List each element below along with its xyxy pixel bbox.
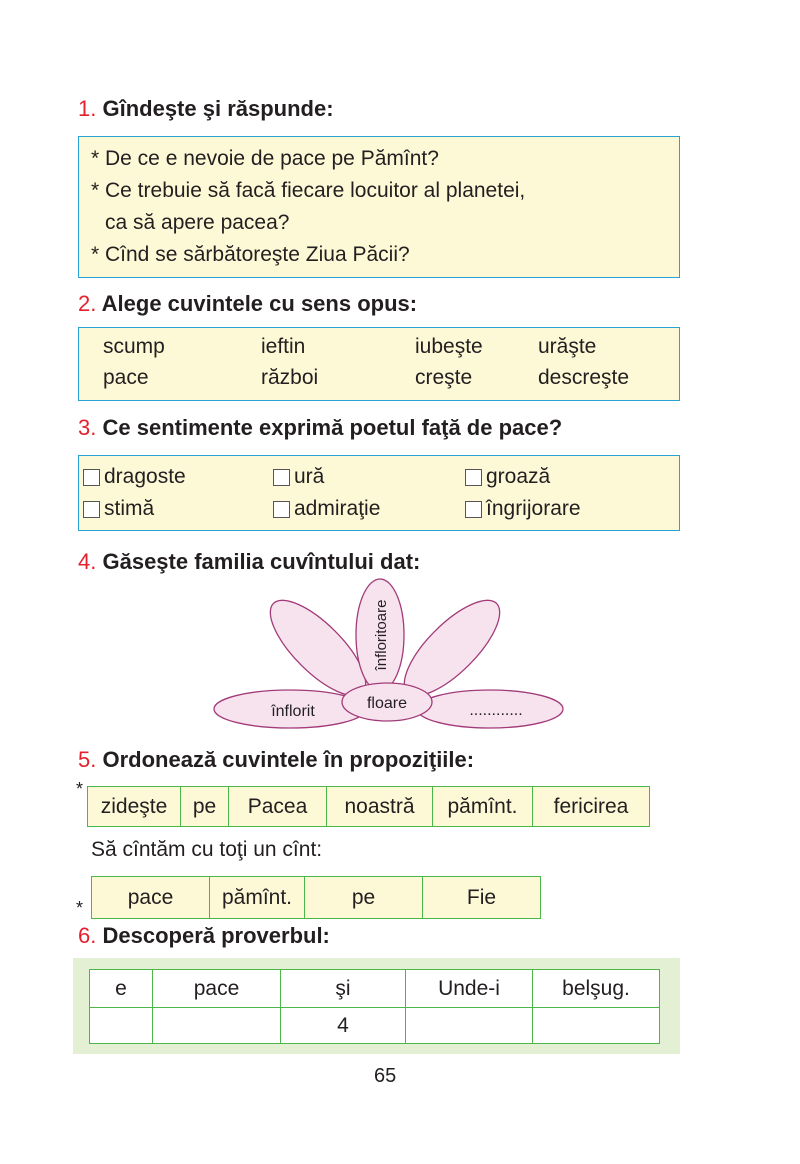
word-tile[interactable]: Pacea bbox=[229, 787, 327, 827]
ex5-number: 5. bbox=[78, 747, 97, 772]
ex5-words-row-2 bbox=[91, 876, 541, 919]
order-cell[interactable] bbox=[533, 1008, 660, 1044]
ex5-line: Să cîntăm cu toţi un cînt: bbox=[91, 838, 323, 861]
ex1-title: Gîndeşte şi răspunde: bbox=[102, 96, 334, 121]
checkbox[interactable] bbox=[83, 501, 100, 518]
ex5-heading bbox=[78, 747, 474, 773]
word-tile[interactable]: pămînt. bbox=[433, 787, 533, 827]
word-tile[interactable]: noastră bbox=[327, 787, 433, 827]
ex6-number: 6. bbox=[78, 923, 97, 948]
ex4-title: Găseşte familia cuvîntului dat: bbox=[102, 549, 421, 574]
ex6-heading bbox=[78, 923, 330, 949]
order-cell[interactable] bbox=[153, 1008, 281, 1044]
ex2-word: creşte bbox=[415, 366, 473, 389]
word-tile[interactable]: pe bbox=[305, 877, 423, 919]
ex3-options-box bbox=[78, 455, 680, 531]
option-label: îngrijorare bbox=[486, 497, 581, 520]
ex5-words-row-1 bbox=[87, 786, 650, 827]
proverb-word: Unde-i bbox=[406, 970, 533, 1008]
ex4-number: 4. bbox=[78, 549, 97, 574]
ex6-title: Descoperă proverbul: bbox=[102, 923, 330, 948]
option-label: admiraţie bbox=[294, 497, 381, 520]
ex2-word: ieftin bbox=[261, 335, 306, 358]
ex3-option[interactable] bbox=[83, 497, 154, 521]
ex1-questions-box bbox=[78, 136, 680, 278]
ex2-word: pace bbox=[103, 366, 149, 389]
ex2-word: urăşte bbox=[538, 335, 597, 358]
word-tile[interactable]: pămînt. bbox=[210, 877, 305, 919]
ex5-title: Ordonează cuvintele în propoziţiile: bbox=[102, 747, 475, 772]
order-cell[interactable]: 4 bbox=[281, 1008, 406, 1044]
word-tile[interactable]: fericirea bbox=[533, 787, 650, 827]
ex5-star-2: * bbox=[76, 898, 84, 918]
proverb-table bbox=[89, 969, 660, 1044]
proverb-word: belşug. bbox=[533, 970, 660, 1008]
checkbox[interactable] bbox=[83, 469, 100, 486]
ex3-option[interactable] bbox=[465, 497, 581, 521]
ex3-option[interactable] bbox=[465, 465, 550, 489]
ex3-option[interactable] bbox=[83, 465, 186, 489]
ex1-question-3: * Cînd se sărbătoreşte Ziua Păcii? bbox=[91, 243, 410, 266]
ex2-title: Alege cuvintele cu sens opus: bbox=[101, 291, 418, 316]
ex2-word: descreşte bbox=[538, 366, 630, 389]
proverb-word: pace bbox=[153, 970, 281, 1008]
proverb-word: e bbox=[90, 970, 153, 1008]
checkbox[interactable] bbox=[273, 501, 290, 518]
ex1-question-2: * Ce trebuie să facă fiecare locuitor al planetei, bbox=[91, 179, 526, 202]
ex3-option[interactable] bbox=[273, 465, 324, 489]
word-family-flower bbox=[200, 575, 580, 735]
word-tile[interactable]: zideşte bbox=[88, 787, 181, 827]
ex1-number: 1. bbox=[78, 96, 97, 121]
petal-top-word: înfloritoare bbox=[373, 599, 390, 671]
ex2-word: scump bbox=[103, 335, 165, 358]
petal-left-word: înflorit bbox=[271, 703, 315, 720]
checkbox[interactable] bbox=[465, 501, 482, 518]
word-tile[interactable]: pe bbox=[181, 787, 229, 827]
option-label: groază bbox=[486, 465, 551, 488]
checkbox[interactable] bbox=[273, 469, 290, 486]
ex3-number: 3. bbox=[78, 415, 97, 440]
ex2-words-box bbox=[78, 327, 680, 401]
ex2-word: iubeşte bbox=[415, 335, 483, 358]
ex3-heading bbox=[78, 415, 562, 441]
word-tile[interactable]: Fie bbox=[423, 877, 541, 919]
ex4-heading bbox=[78, 549, 420, 575]
checkbox[interactable] bbox=[465, 469, 482, 486]
ex2-heading bbox=[78, 291, 417, 317]
proverb-word: şi bbox=[281, 970, 406, 1008]
order-cell[interactable] bbox=[406, 1008, 533, 1044]
order-cell[interactable] bbox=[90, 1008, 153, 1044]
ex5-star-1: * bbox=[76, 779, 84, 799]
ex3-option[interactable] bbox=[273, 497, 380, 521]
ex2-word: război bbox=[261, 366, 319, 389]
option-label: stimă bbox=[104, 497, 155, 520]
flower-center-word: floare bbox=[366, 695, 408, 712]
petal-right-word: ............ bbox=[469, 702, 523, 719]
option-label: dragoste bbox=[104, 465, 186, 488]
page-number: 65 bbox=[374, 1065, 397, 1087]
ex1-question-2-cont: ca să apere pacea? bbox=[105, 211, 290, 234]
word-tile[interactable]: pace bbox=[92, 877, 210, 919]
ex2-number: 2. bbox=[78, 291, 97, 316]
ex1-heading bbox=[78, 96, 334, 122]
option-label: ură bbox=[294, 465, 325, 488]
ex1-question-1: * De ce e nevoie de pace pe Pămînt? bbox=[91, 147, 439, 170]
ex3-title: Ce sentimente exprimă poetul faţă de pace? bbox=[102, 415, 563, 440]
